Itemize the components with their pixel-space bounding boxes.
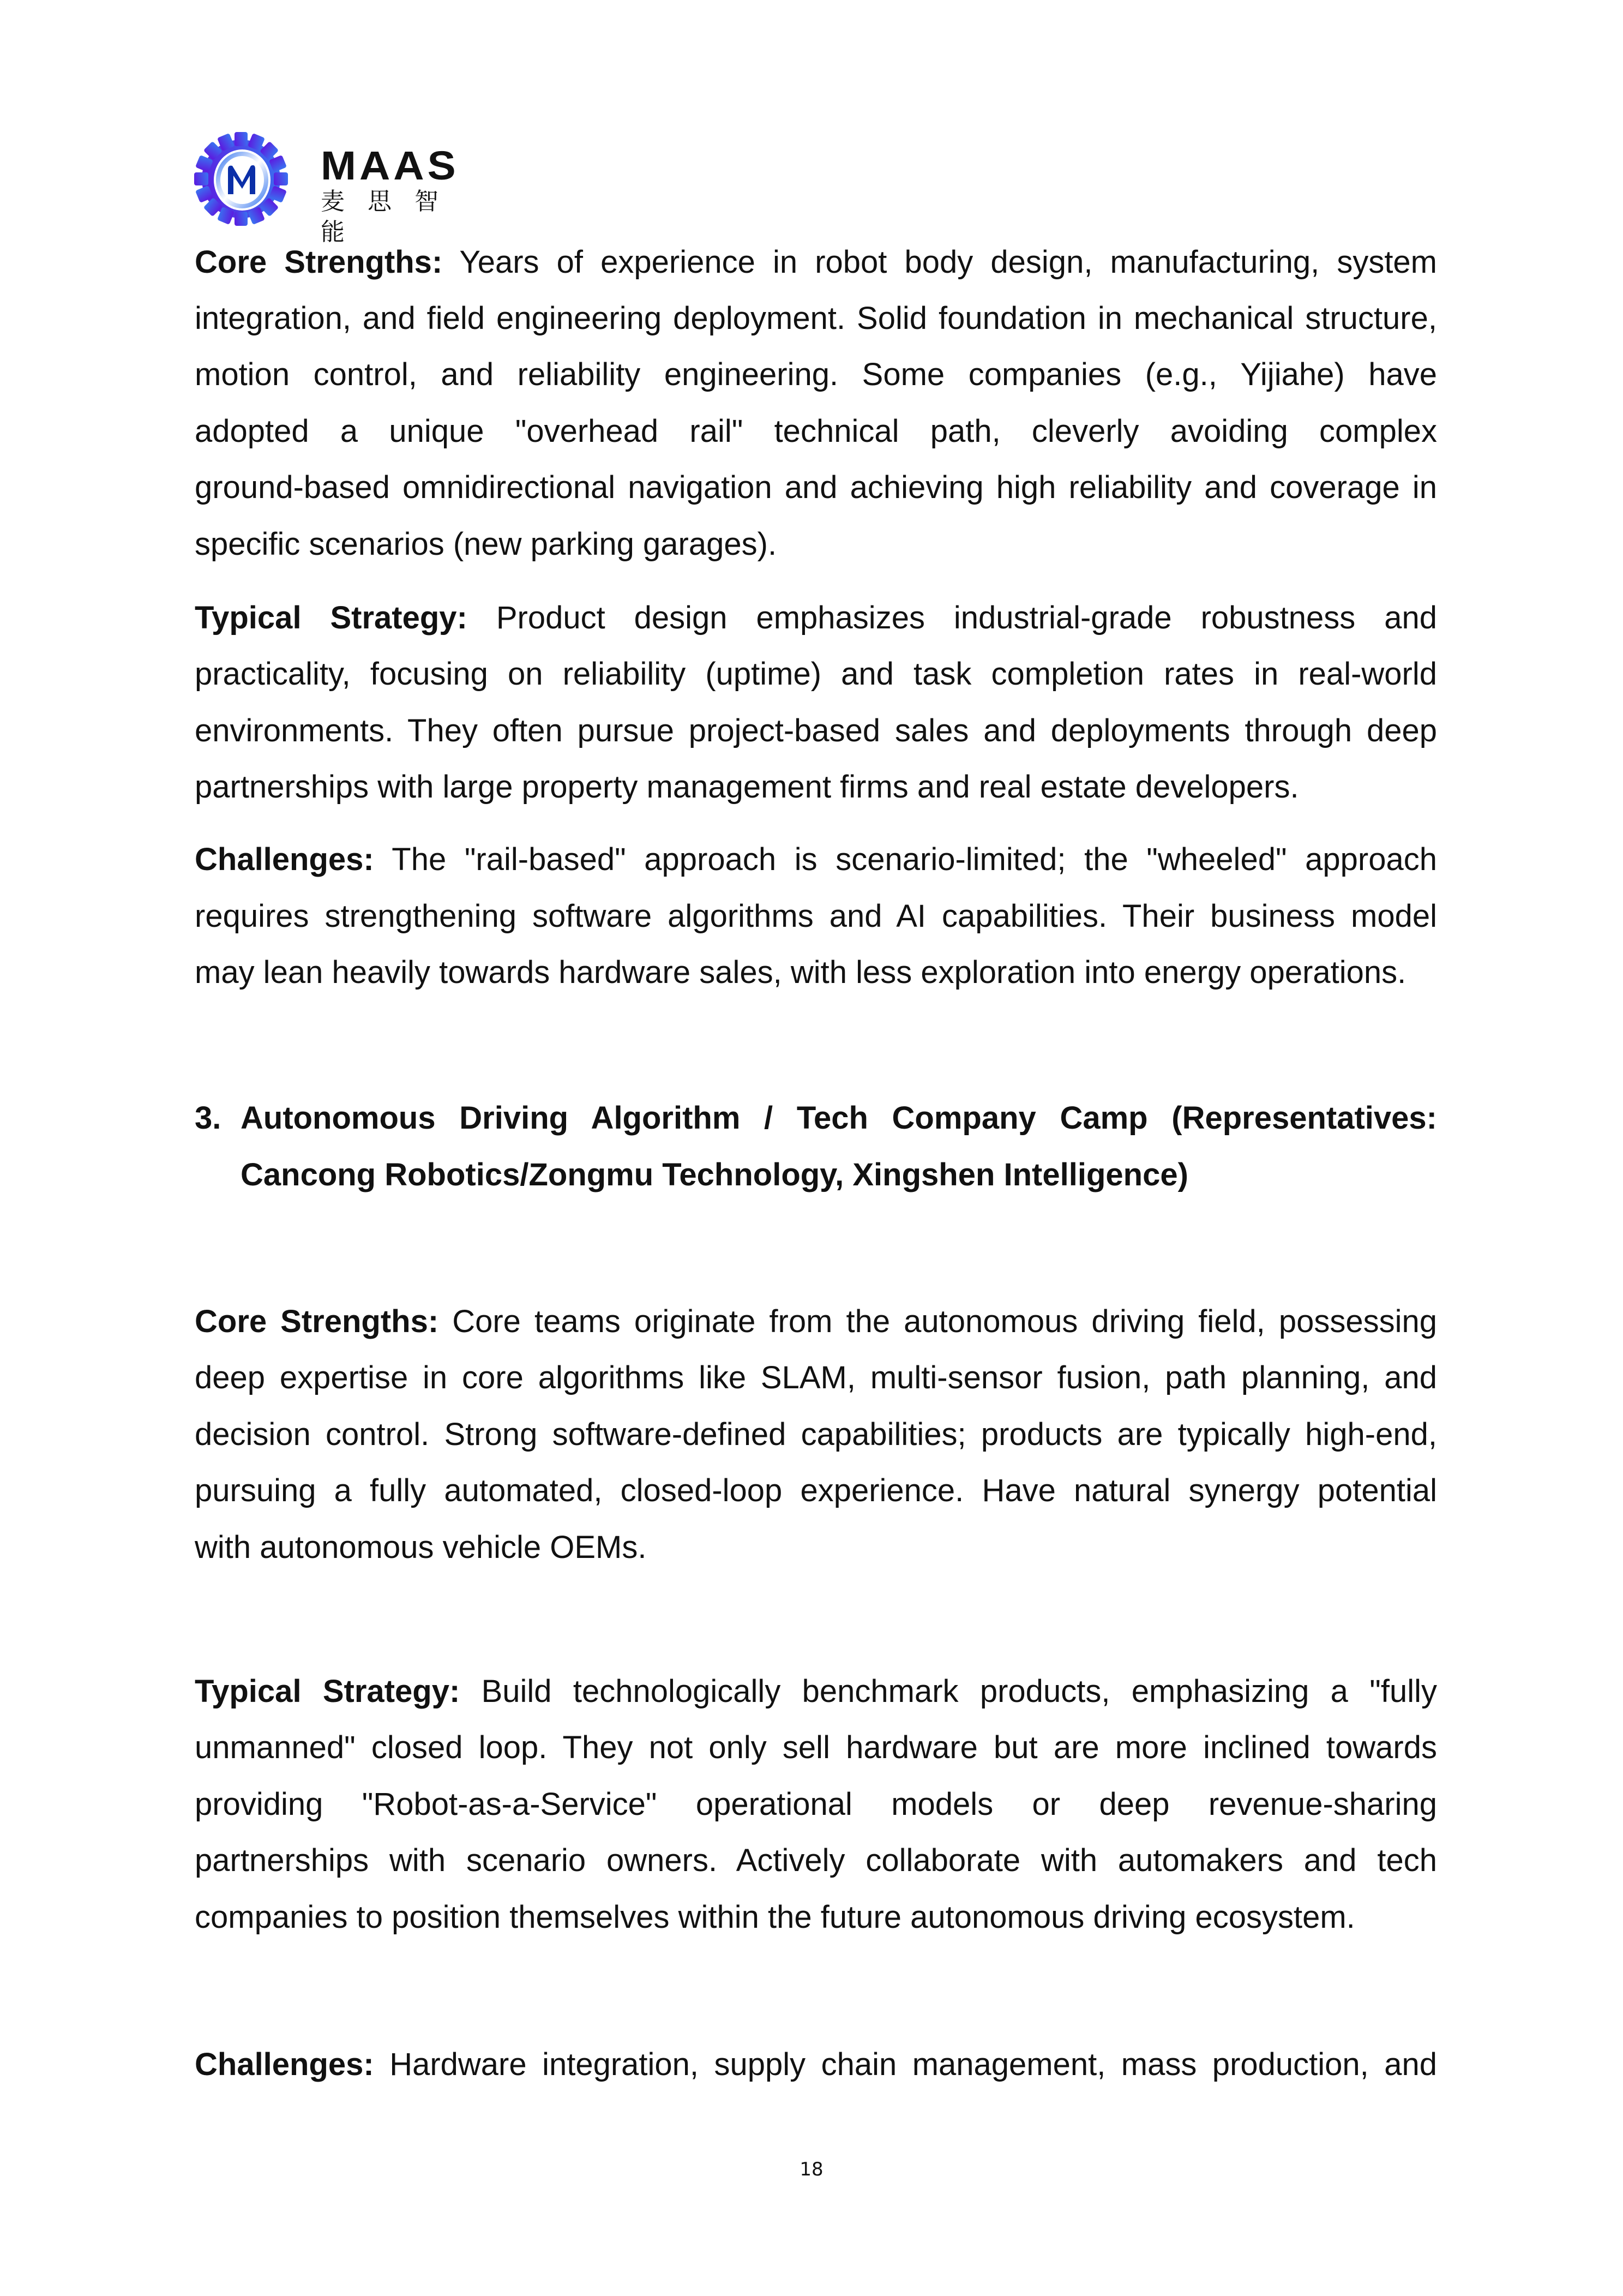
heading-text-line: Autonomous Driving Algorithm / Tech Company Camp (Representatives:: [241, 1100, 1437, 1136]
text-line: ground-based omnidirectional navigation and achieving high reliability and coverage in: [195, 470, 1437, 505]
text-line: Typical Strategy: Product design emphasizes industrial-grade robustness and: [195, 600, 1437, 636]
label-core-strengths: Core Strengths:: [195, 1304, 439, 1339]
text-line: environments. They often pursue project-based sales and deployments through deep: [195, 713, 1437, 748]
text-line: Challenges: The "rail-based" approach is scenario-limited; the "wheeled" approach: [195, 842, 1437, 877]
label-challenges: Challenges:: [195, 2047, 374, 2082]
text-line: may lean heavily towards hardware sales, with less exploration into energy operations.: [195, 955, 1406, 990]
text-line: integration, and field engineering deployment. Solid foundation in mechanical structure,: [195, 301, 1437, 336]
text-line: unmanned" closed loop. They not only sell hardware but are more inclined towards: [195, 1730, 1437, 1765]
text-line: adopted a unique "overhead rail" technical path, cleverly avoiding complex: [195, 413, 1437, 449]
text-line: providing "Robot-as-a-Service" operational models or deep revenue-sharing: [195, 1787, 1437, 1822]
text-line: Challenges: Hardware integration, supply chain management, mass production, and: [195, 2047, 1437, 2082]
label-typical-strategy: Typical Strategy:: [195, 1674, 460, 1709]
text-line: with autonomous vehicle OEMs.: [195, 1530, 647, 1565]
maas-logo: [192, 130, 503, 246]
heading-number: 3.: [195, 1100, 221, 1136]
brand-name: MAAS: [321, 142, 459, 189]
label-challenges: Challenges:: [195, 842, 374, 877]
page-number: 18: [800, 2159, 823, 2180]
text-line: Typical Strategy: Build technologically benchmark products, emphasizing a "fully: [195, 1674, 1437, 1709]
text-line: decision control. Strong software-defined capabilities; products are typically high-end,: [195, 1417, 1437, 1452]
gear-m-icon: [192, 130, 290, 228]
text-line: partnerships with large property management firms and real estate developers.: [195, 769, 1299, 805]
text-line: motion control, and reliability engineering. Some companies (e.g., Yijiahe) have: [195, 357, 1437, 392]
text-line: Core Strengths: Years of experience in robot body design, manufacturing, system: [195, 244, 1438, 280]
text-line: partnerships with scenario owners. Actively collaborate with automakers and tech: [195, 1843, 1437, 1878]
label-core-strengths: Core Strengths:: [195, 244, 443, 280]
text-line: companies to position themselves within the future autonomous driving ecosystem.: [195, 1899, 1355, 1935]
label-typical-strategy: Typical Strategy:: [195, 600, 467, 636]
heading-text-line: Cancong Robotics/Zongmu Technology, Xingshen Intelligence): [241, 1157, 1188, 1192]
text-line: specific scenarios (new parking garages).: [195, 526, 777, 562]
text-line: practicality, focusing on reliability (uptime) and task completion rates in real-world: [195, 656, 1437, 692]
text-line: Core Strengths: Core teams originate from the autonomous driving field, possessing: [195, 1304, 1437, 1339]
brand-name-cn: 麦思智能: [321, 188, 461, 246]
text-line: requires strengthening software algorithms and AI capabilities. Their business model: [195, 898, 1437, 934]
text-line: pursuing a fully automated, closed-loop experience. Have natural synergy potential: [195, 1473, 1437, 1508]
text-line: deep expertise in core algorithms like SLAM, multi-sensor fusion, path planning, and: [195, 1360, 1437, 1395]
